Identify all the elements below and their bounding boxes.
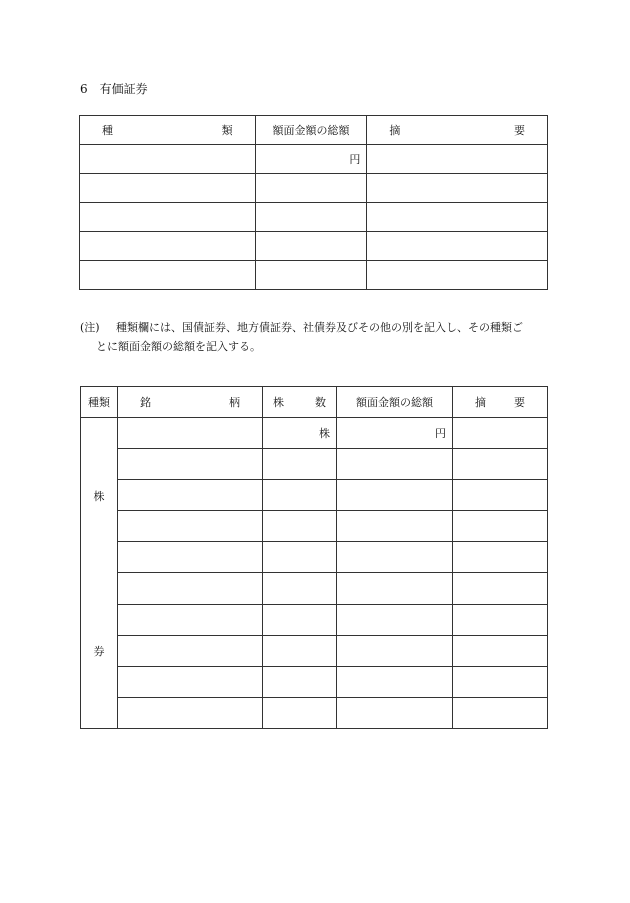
cell-shares[interactable]	[263, 449, 337, 480]
header-note	[453, 387, 548, 418]
table-row	[80, 174, 548, 203]
cell-amount[interactable]	[337, 449, 453, 480]
cell-shares[interactable]	[263, 666, 337, 697]
table-header-row	[81, 387, 548, 418]
header-amount: 額面金額の総額	[337, 387, 453, 418]
cell-kind[interactable]	[80, 174, 256, 203]
cell-amount[interactable]	[337, 542, 453, 573]
cell-note[interactable]	[453, 511, 548, 542]
table-row	[81, 604, 548, 635]
header-brand	[118, 387, 263, 418]
table-row	[81, 449, 548, 480]
header-shares-char-2: 数	[315, 396, 326, 409]
cell-brand[interactable]	[118, 635, 263, 666]
cell-note[interactable]	[453, 480, 548, 511]
header-amount: 額面金額の総額	[255, 116, 367, 145]
header-note-char-1: 摘	[475, 396, 486, 409]
header-kind: 種類	[81, 387, 118, 418]
table-row	[81, 573, 548, 604]
note-block	[80, 318, 550, 356]
cell-amount[interactable]	[337, 635, 453, 666]
cell-amount[interactable]	[337, 511, 453, 542]
table-row	[80, 261, 548, 290]
note-line-1: 種類欄には、国債証券、地方債証券、社債券及びその他の別を記入し、その種類ご	[116, 321, 523, 334]
cell-note[interactable]	[453, 542, 548, 573]
header-shares	[263, 387, 337, 418]
cell-note[interactable]	[367, 232, 548, 261]
table-row	[81, 511, 548, 542]
cell-brand[interactable]	[118, 418, 263, 449]
table-row	[80, 203, 548, 232]
cell-amount[interactable]	[337, 697, 453, 728]
table-row	[81, 542, 548, 573]
cell-shares[interactable]	[263, 511, 337, 542]
cell-note[interactable]	[453, 418, 548, 449]
header-note-char-2: 要	[514, 396, 525, 409]
cell-amount[interactable]	[255, 232, 367, 261]
vertical-kind-label	[81, 418, 118, 729]
cell-amount[interactable]	[337, 573, 453, 604]
cell-brand[interactable]	[118, 604, 263, 635]
cell-brand[interactable]	[118, 573, 263, 604]
header-note-char-2: 要	[514, 124, 525, 137]
cell-amount[interactable]	[255, 174, 367, 203]
cell-amount[interactable]	[255, 203, 367, 232]
vertical-label-char-2: 券	[93, 644, 105, 658]
cell-note[interactable]	[453, 573, 548, 604]
cell-kind[interactable]	[80, 145, 256, 174]
header-kind	[80, 116, 256, 145]
table-row	[80, 145, 548, 174]
header-shares-char-1: 株	[273, 396, 284, 409]
cell-note[interactable]	[453, 666, 548, 697]
cell-kind[interactable]	[80, 232, 256, 261]
cell-kind[interactable]	[80, 203, 256, 232]
cell-kind[interactable]	[80, 261, 256, 290]
cell-note[interactable]	[367, 203, 548, 232]
header-brand-char-1: 銘	[140, 396, 151, 409]
cell-note[interactable]	[453, 449, 548, 480]
header-note-char-1: 摘	[389, 124, 401, 137]
note-line-2: とに額面金額の総額を記入する。	[96, 340, 261, 353]
table-header-row	[80, 116, 548, 145]
cell-amount[interactable]	[337, 480, 453, 511]
cell-note[interactable]	[367, 145, 548, 174]
cell-brand[interactable]	[118, 449, 263, 480]
header-kind-char-1: 種	[102, 124, 113, 137]
note-mark: (注)	[80, 321, 100, 334]
table-row	[81, 697, 548, 728]
cell-shares[interactable]	[263, 542, 337, 573]
cell-brand[interactable]	[118, 697, 263, 728]
cell-shares[interactable]	[263, 480, 337, 511]
cell-shares[interactable]	[263, 573, 337, 604]
header-note	[367, 116, 548, 145]
cell-brand[interactable]	[118, 480, 263, 511]
header-brand-char-2: 柄	[229, 396, 240, 409]
table-row	[81, 635, 548, 666]
table-row	[80, 232, 548, 261]
cell-note[interactable]	[453, 697, 548, 728]
vertical-label-char-1: 株	[93, 489, 105, 503]
cell-note[interactable]	[367, 174, 548, 203]
cell-amount[interactable]	[255, 261, 367, 290]
securities-table	[79, 115, 548, 290]
header-kind-char-2: 類	[221, 124, 233, 137]
cell-shares[interactable]	[263, 697, 337, 728]
cell-shares[interactable]	[263, 635, 337, 666]
section-heading: 6 有価証券	[80, 82, 148, 96]
table-row	[81, 480, 548, 511]
cell-brand[interactable]	[118, 542, 263, 573]
cell-shares[interactable]: 株	[263, 418, 337, 449]
cell-amount[interactable]: 円	[337, 418, 453, 449]
cell-note[interactable]	[367, 261, 548, 290]
table-row	[81, 666, 548, 697]
cell-brand[interactable]	[118, 666, 263, 697]
cell-amount[interactable]	[337, 666, 453, 697]
cell-note[interactable]	[453, 604, 548, 635]
cell-brand[interactable]	[118, 511, 263, 542]
stock-certificates-table	[80, 386, 548, 729]
cell-amount[interactable]: 円	[255, 145, 367, 174]
cell-note[interactable]	[453, 635, 548, 666]
table-row	[81, 418, 548, 449]
cell-shares[interactable]	[263, 604, 337, 635]
cell-amount[interactable]	[337, 604, 453, 635]
